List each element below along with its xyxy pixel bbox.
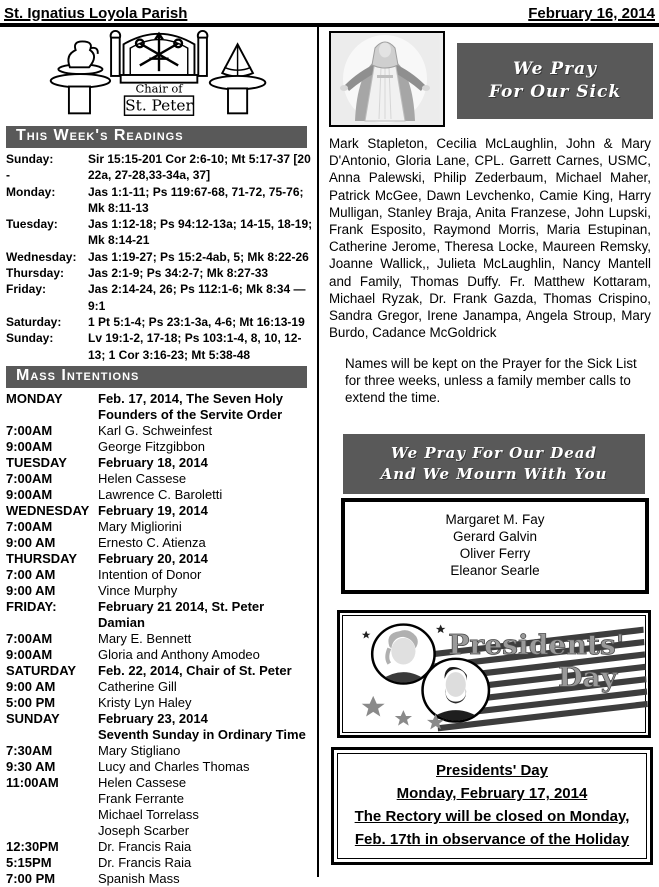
reading-reference: 22a, 27-28,33-34a, 37]	[88, 168, 211, 183]
presidents-text-line2: Day	[558, 662, 618, 694]
intention-time: 7:00AM	[6, 422, 53, 438]
presidents-day-icon	[343, 616, 645, 732]
deceased-name: Margaret M. Fay	[445, 512, 545, 528]
intention-row	[6, 663, 313, 679]
intention-time: TUESDAY	[6, 454, 67, 470]
intention-row	[6, 535, 313, 551]
intention-row	[6, 455, 313, 471]
intention-text: February 19, 2014	[98, 502, 208, 518]
sick-header-row	[329, 31, 653, 127]
intention-row	[6, 599, 313, 631]
sick-banner	[457, 43, 653, 119]
intention-text: Joseph Scarber	[98, 822, 190, 838]
reading-day-label: Wednesday:	[6, 249, 77, 264]
intention-row	[6, 791, 313, 807]
intention-time: 9:00AM	[6, 486, 53, 502]
two-column-body	[0, 27, 659, 886]
intention-text: Dr. Francis Raia	[98, 838, 192, 854]
deceased-name: Gerard Galvin	[452, 529, 538, 545]
notice-line: The Rectory will be closed on Monday,	[354, 808, 630, 826]
notice-line: Presidents' Day	[436, 762, 548, 780]
reading-day-label: Sunday:	[6, 152, 54, 166]
intention-text: Mary Migliorini	[98, 518, 182, 534]
left-column	[0, 27, 319, 886]
intention-row	[6, 487, 313, 503]
intention-time: 5:00 PM	[6, 694, 56, 710]
reading-reference: Jas 2:14-24, 26; Ps 112:1-6; Mk 8:34 —	[88, 282, 306, 297]
reading-reference: Sir 15:15-201 Cor 2:6-10; Mt 5:17-37 [20	[88, 152, 311, 166]
intention-text: Michael Torrelass	[98, 806, 199, 822]
rectory-notice-box	[331, 747, 653, 865]
reading-row	[6, 298, 313, 314]
reading-row	[6, 200, 313, 216]
intention-row	[6, 519, 313, 535]
reading-row	[6, 184, 313, 200]
intention-time	[6, 407, 98, 423]
reading-day-label	[6, 347, 88, 363]
intention-time: 7:00 PM	[6, 870, 56, 886]
reading-day-label: Friday:	[6, 282, 47, 297]
intention-text: Catherine Gill	[98, 678, 177, 694]
reading-reference: Jas 2:1-9; Ps 34:2-7; Mk 8:27-33	[88, 266, 269, 281]
intention-row	[6, 759, 313, 775]
intention-time: 5:15PM	[6, 854, 52, 870]
right-column	[319, 27, 659, 877]
reading-day-label: Monday:	[6, 184, 56, 199]
chair-of-st-peter-art	[4, 29, 313, 123]
intention-text: Helen Cassese	[98, 470, 187, 486]
intention-row	[6, 503, 313, 519]
chair-caption-line1: Chair of	[134, 81, 183, 96]
chair-of-st-peter-icon	[44, 29, 274, 121]
intention-row	[6, 775, 313, 791]
intention-row	[6, 711, 313, 727]
intention-row	[6, 823, 313, 839]
presidents-text-line1: Presidents'	[448, 630, 625, 662]
reading-row	[6, 151, 313, 167]
sick-banner-line1: We Pray	[512, 59, 598, 79]
mary-statue-image	[329, 31, 445, 127]
intention-text: Founders of the Servite Order	[98, 406, 283, 422]
intention-row	[6, 855, 313, 871]
intention-text: Seventh Sunday in Ordinary Time	[98, 726, 306, 742]
presidents-day-art-frame	[337, 610, 651, 738]
intention-text: Helen Cassese	[98, 774, 187, 790]
intention-time: SATURDAY	[6, 662, 77, 678]
bulletin-date: February 16, 2014	[528, 5, 655, 22]
intention-row	[6, 391, 313, 407]
intention-text: Kristy Lyn Haley	[98, 694, 192, 710]
intention-text: February 23, 2014	[98, 710, 208, 726]
reading-row	[6, 314, 313, 330]
readings-list	[6, 151, 313, 363]
intention-row	[6, 423, 313, 439]
intention-text: Karl G. Schweinfest	[98, 422, 213, 438]
page-header	[0, 0, 659, 27]
intention-row	[6, 471, 313, 487]
intention-text: February 21 2014, St. Peter Damian	[98, 598, 265, 630]
intention-time	[6, 727, 98, 743]
intention-time	[6, 823, 98, 839]
intention-text: Mary E. Bennett	[98, 630, 192, 646]
intention-text: Intention of Donor	[98, 566, 202, 582]
reading-row	[6, 347, 313, 363]
intention-text: Gloria and Anthony Amodeo	[98, 646, 260, 662]
intention-time: 9:00AM	[6, 438, 53, 454]
intention-row	[6, 583, 313, 599]
intention-row	[6, 679, 313, 695]
intention-time: FRIDAY:	[6, 598, 57, 614]
reading-reference: Jas 1:12-18; Ps 94:12-13a; 14-15, 18-19;	[88, 217, 313, 232]
intention-row	[6, 567, 313, 583]
intention-text: February 18, 2014	[98, 454, 208, 470]
intention-time: 9:30 AM	[6, 758, 56, 774]
sick-names-paragraph: Mark Stapleton, Cecilia McLaughlin, John & Mary D'Antonio, Gloria Lane, CPL. Garrett Carnes, USMC, Anna Palewski, Philip Zederbaum, Michael Maher, Patrick McGee, Dawn Levchenko, Camie King, Harry Mulligan, Stanley Braja, Anita Franzese, John Lupski, Frank Esposito, Raymond Morris, Maria Estupinan, Catherine Jerome, Theresa Locke, Maureen Remsky, Joanne Wallick,, Julieta McLaughlin, Nancy Mantell and Family, Thomas Duffy. Fr. Matthew Kottaram, Michael Ryzak, Dr. Frank Gazda, Thomas Crispino, Sandra Gregor, Irene Janampa, Angela Stroup, Mary Burdo, Cadance McGoldrick	[329, 136, 651, 341]
reading-row	[6, 167, 313, 183]
chair-caption-line2: St. Peter	[124, 96, 193, 115]
intention-text: Frank Ferrante	[98, 790, 184, 806]
reading-row	[6, 281, 313, 297]
intention-time: 7:30AM	[6, 742, 53, 758]
intention-row	[6, 551, 313, 567]
reading-reference: Mk 8:11-13	[88, 200, 149, 215]
intention-time	[6, 791, 98, 807]
intention-time: 11:00AM	[6, 774, 59, 790]
reading-day-label	[6, 298, 88, 314]
reading-day-label	[6, 232, 88, 248]
intention-row	[6, 631, 313, 647]
intention-row	[6, 807, 313, 823]
intention-row	[6, 647, 313, 663]
reading-row	[6, 232, 313, 248]
intentions-section-header: Mass Intentions	[6, 366, 307, 388]
intention-time: SUNDAY	[6, 710, 60, 726]
reading-reference: 13; 1 Cor 3:16-23; Mt 5:38-48	[88, 347, 251, 362]
intention-text: February 20, 2014	[98, 550, 208, 566]
intention-text: Lawrence C. Baroletti	[98, 486, 223, 502]
rectory-notice-inner	[337, 753, 647, 859]
reading-day-label: Sunday:	[6, 331, 54, 346]
intention-time: 9:00 AM	[6, 678, 56, 694]
intention-time: 12:30PM	[6, 838, 59, 854]
intention-row	[6, 839, 313, 855]
reading-reference: Jas 1:19-27; Ps 15:2-4ab, 5; Mk 8:22-26	[88, 249, 309, 264]
intention-time: 7:00AM	[6, 630, 53, 646]
intention-text: Feb. 22, 2014, Chair of St. Peter	[98, 662, 292, 678]
intention-time	[6, 807, 98, 823]
intention-text: Feb. 17, 2014, The Seven Holy	[98, 390, 283, 406]
reading-row	[6, 216, 313, 232]
intention-text: Mary Stigliano	[98, 742, 181, 758]
intention-time: 9:00AM	[6, 646, 53, 662]
intention-time: 9:00 AM	[6, 582, 56, 598]
reading-reference: Mk 8:14-21	[88, 233, 150, 248]
intentions-list	[6, 391, 313, 887]
reading-reference: 9:1	[88, 298, 106, 313]
reading-day-label	[6, 200, 88, 216]
intention-time: 7:00AM	[6, 518, 53, 534]
dead-banner-line2: And We Mourn With You	[380, 465, 608, 484]
reading-day-label: Thursday:	[6, 266, 65, 281]
intention-time: 9:00 AM	[6, 534, 56, 550]
notice-line: Feb. 17th in observance of the Holiday	[354, 831, 630, 849]
reading-day-label: Tuesday:	[6, 217, 58, 232]
notice-line: Monday, February 17, 2014	[396, 785, 588, 803]
intention-row	[6, 407, 313, 423]
presidents-day-art	[342, 615, 646, 733]
intention-text: Lucy and Charles Thomas	[98, 758, 250, 774]
intention-time: WEDNESDAY	[6, 502, 90, 518]
intention-text: Dr. Francis Raia	[98, 854, 192, 870]
intention-row	[6, 743, 313, 759]
intention-time: MONDAY	[6, 390, 63, 406]
reading-row	[6, 330, 313, 346]
deceased-name: Oliver Ferry	[459, 546, 531, 562]
reading-reference: 1 Pt 5:1-4; Ps 23:1-3a, 4-6; Mt 16:13-19	[88, 314, 305, 329]
intention-time: 7:00 AM	[6, 566, 56, 582]
dead-banner	[343, 434, 645, 494]
reading-day-label: -	[6, 168, 10, 183]
deceased-name: Eleanor Searle	[450, 563, 540, 579]
reading-reference: Lv 19:1-2, 17-18; Ps 103:1-4, 8, 10, 12-	[88, 331, 302, 346]
intention-text: Ernesto C. Atienza	[98, 534, 206, 550]
intention-row	[6, 727, 313, 743]
reading-reference: Jas 1:1-11; Ps 119:67-68, 71-72, 75-76;	[88, 184, 304, 199]
reading-row	[6, 249, 313, 265]
mary-statue-icon	[331, 33, 439, 121]
intention-text: Vince Murphy	[98, 582, 178, 598]
intention-row	[6, 695, 313, 711]
intention-text: Spanish Mass	[98, 870, 180, 886]
reading-day-label: Saturday:	[6, 314, 62, 329]
intention-text: George Fitzgibbon	[98, 438, 205, 454]
dead-banner-line1: We Pray For Our Dead	[390, 444, 598, 463]
sick-banner-line2: For Our Sick	[488, 82, 622, 102]
intention-row	[6, 439, 313, 455]
intention-row	[6, 871, 313, 887]
readings-section-header: This Week's Readings	[6, 126, 307, 148]
deceased-names-box	[341, 498, 649, 594]
intention-time: THURSDAY	[6, 550, 78, 566]
reading-row	[6, 265, 313, 281]
parish-title: St. Ignatius Loyola Parish	[4, 5, 188, 22]
sick-list-note: Names will be kept on the Prayer for the Sick List for three weeks, unless a family member calls to extend the time.	[345, 356, 637, 406]
intention-time: 7:00AM	[6, 470, 53, 486]
